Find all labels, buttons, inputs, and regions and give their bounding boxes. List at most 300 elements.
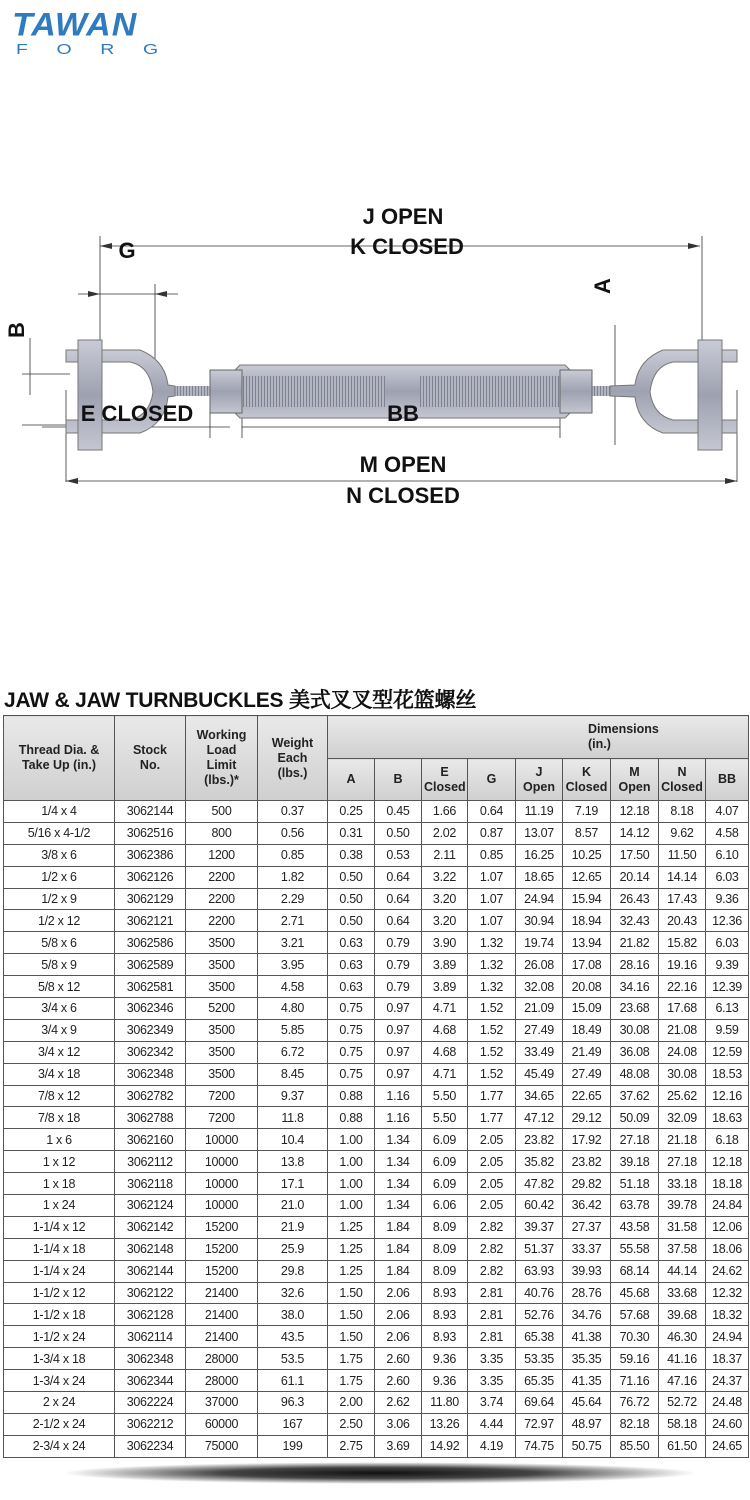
cell-n: 37.58 <box>659 1238 706 1260</box>
cell-a: 1.00 <box>328 1173 375 1195</box>
cell-k: 12.65 <box>563 866 611 888</box>
cell-b: 1.34 <box>375 1173 422 1195</box>
cell-thread: 2-1/2 x 24 <box>4 1413 115 1435</box>
cell-thread: 1-1/2 x 18 <box>4 1304 115 1326</box>
cell-bb: 12.36 <box>706 910 749 932</box>
cell-b: 0.97 <box>375 998 422 1020</box>
cell-weight: 2.29 <box>258 888 328 910</box>
cell-b: 1.84 <box>375 1238 422 1260</box>
cell-stock: 3062224 <box>115 1392 186 1414</box>
cell-bb: 9.59 <box>706 1019 749 1041</box>
cell-k: 17.08 <box>563 954 611 976</box>
cell-a: 0.75 <box>328 998 375 1020</box>
cell-n: 24.08 <box>659 1041 706 1063</box>
cell-a: 0.75 <box>328 1063 375 1085</box>
cell-bb: 24.94 <box>706 1326 749 1348</box>
cell-k: 39.93 <box>563 1260 611 1282</box>
cell-n: 27.18 <box>659 1151 706 1173</box>
cell-e: 6.09 <box>422 1173 468 1195</box>
cell-m: 70.30 <box>611 1326 659 1348</box>
cell-k: 35.35 <box>563 1348 611 1370</box>
cell-bb: 6.03 <box>706 866 749 888</box>
table-shadow <box>60 1462 700 1484</box>
cell-j: 35.82 <box>516 1151 563 1173</box>
header-e: E Closed <box>422 759 468 801</box>
cell-bb: 24.37 <box>706 1370 749 1392</box>
cell-thread: 3/4 x 6 <box>4 998 115 1020</box>
cell-j: 53.35 <box>516 1348 563 1370</box>
cell-e: 3.22 <box>422 866 468 888</box>
cell-g: 1.07 <box>468 888 516 910</box>
cell-a: 2.50 <box>328 1413 375 1435</box>
cell-wll: 2200 <box>186 888 258 910</box>
cell-stock: 3062349 <box>115 1019 186 1041</box>
cell-m: 21.82 <box>611 932 659 954</box>
cell-e: 8.09 <box>422 1216 468 1238</box>
cell-e: 3.89 <box>422 954 468 976</box>
cell-b: 0.64 <box>375 888 422 910</box>
cell-thread: 3/4 x 9 <box>4 1019 115 1041</box>
cell-k: 36.42 <box>563 1195 611 1217</box>
header-k: K Closed <box>563 759 611 801</box>
cell-e: 2.11 <box>422 844 468 866</box>
cell-n: 19.16 <box>659 954 706 976</box>
cell-a: 1.00 <box>328 1195 375 1217</box>
cell-wll: 800 <box>186 822 258 844</box>
cell-g: 2.82 <box>468 1260 516 1282</box>
cell-bb: 12.16 <box>706 1085 749 1107</box>
cell-b: 1.34 <box>375 1129 422 1151</box>
cell-g: 1.07 <box>468 866 516 888</box>
cell-wll: 3500 <box>186 1041 258 1063</box>
cell-wll: 15200 <box>186 1238 258 1260</box>
cell-k: 22.65 <box>563 1085 611 1107</box>
cell-g: 1.32 <box>468 976 516 998</box>
cell-k: 29.12 <box>563 1107 611 1129</box>
cell-a: 0.88 <box>328 1085 375 1107</box>
header-bb: BB <box>706 759 749 801</box>
table-row <box>4 932 749 954</box>
cell-n: 22.16 <box>659 976 706 998</box>
cell-e: 4.68 <box>422 1019 468 1041</box>
cell-g: 3.74 <box>468 1392 516 1414</box>
cell-g: 1.52 <box>468 1063 516 1085</box>
cell-e: 8.93 <box>422 1304 468 1326</box>
cell-b: 0.50 <box>375 822 422 844</box>
cell-weight: 96.3 <box>258 1392 328 1414</box>
cell-g: 2.05 <box>468 1173 516 1195</box>
cell-m: 48.08 <box>611 1063 659 1085</box>
table-row <box>4 801 749 823</box>
cell-bb: 24.60 <box>706 1413 749 1435</box>
cell-wll: 15200 <box>186 1216 258 1238</box>
cell-a: 1.75 <box>328 1370 375 1392</box>
cell-b: 1.84 <box>375 1216 422 1238</box>
cell-weight: 167 <box>258 1413 328 1435</box>
right-pin <box>698 340 722 450</box>
cell-bb: 6.18 <box>706 1129 749 1151</box>
cell-e: 4.68 <box>422 1041 468 1063</box>
cell-n: 32.09 <box>659 1107 706 1129</box>
cell-k: 21.49 <box>563 1041 611 1063</box>
cell-k: 8.57 <box>563 822 611 844</box>
cell-m: 59.16 <box>611 1348 659 1370</box>
cell-thread: 1 x 6 <box>4 1129 115 1151</box>
cell-b: 1.34 <box>375 1151 422 1173</box>
cell-wll: 15200 <box>186 1260 258 1282</box>
label-bb: BB <box>387 401 419 426</box>
cell-stock: 3062121 <box>115 910 186 932</box>
cell-weight: 25.9 <box>258 1238 328 1260</box>
brand-logo <box>12 6 187 58</box>
label-j-open: J OPEN <box>362 204 444 229</box>
cell-g: 1.77 <box>468 1085 516 1107</box>
cell-a: 0.75 <box>328 1019 375 1041</box>
cell-bb: 4.58 <box>706 822 749 844</box>
cell-g: 3.35 <box>468 1348 516 1370</box>
cell-weight: 32.6 <box>258 1282 328 1304</box>
cell-e: 9.36 <box>422 1348 468 1370</box>
cell-weight: 13.8 <box>258 1151 328 1173</box>
cell-stock: 3062342 <box>115 1041 186 1063</box>
cell-j: 27.49 <box>516 1019 563 1041</box>
cell-k: 10.25 <box>563 844 611 866</box>
cell-b: 3.69 <box>375 1435 422 1457</box>
cell-m: 71.16 <box>611 1370 659 1392</box>
cell-thread: 2 x 24 <box>4 1392 115 1414</box>
header-thread: Thread Dia. & Take Up (in.) <box>4 716 115 801</box>
cell-n: 33.68 <box>659 1282 706 1304</box>
cell-m: 57.68 <box>611 1304 659 1326</box>
cell-m: 39.18 <box>611 1151 659 1173</box>
cell-a: 1.50 <box>328 1282 375 1304</box>
cell-a: 0.31 <box>328 822 375 844</box>
cell-j: 18.65 <box>516 866 563 888</box>
cell-thread: 1-3/4 x 18 <box>4 1348 115 1370</box>
cell-n: 14.14 <box>659 866 706 888</box>
cell-bb: 24.65 <box>706 1435 749 1457</box>
cell-j: 19.74 <box>516 932 563 954</box>
cell-g: 1.52 <box>468 1019 516 1041</box>
cell-weight: 17.1 <box>258 1173 328 1195</box>
header-weight: Weight Each (lbs.) <box>258 716 328 801</box>
cell-stock: 3062589 <box>115 954 186 976</box>
cell-thread: 1-1/2 x 12 <box>4 1282 115 1304</box>
cell-m: 55.58 <box>611 1238 659 1260</box>
cell-wll: 7200 <box>186 1107 258 1129</box>
table-body <box>4 801 749 1458</box>
cell-thread: 1 x 12 <box>4 1151 115 1173</box>
cell-bb: 9.36 <box>706 888 749 910</box>
cell-j: 13.07 <box>516 822 563 844</box>
cell-e: 4.71 <box>422 998 468 1020</box>
cell-bb: 24.84 <box>706 1195 749 1217</box>
cell-a: 2.75 <box>328 1435 375 1457</box>
table-row <box>4 1238 749 1260</box>
cell-j: 24.94 <box>516 888 563 910</box>
cell-thread: 1-1/4 x 12 <box>4 1216 115 1238</box>
cell-b: 0.45 <box>375 801 422 823</box>
cell-stock: 3062122 <box>115 1282 186 1304</box>
cell-weight: 0.37 <box>258 801 328 823</box>
cell-e: 9.36 <box>422 1370 468 1392</box>
cell-e: 1.66 <box>422 801 468 823</box>
cell-bb: 12.59 <box>706 1041 749 1063</box>
cell-b: 2.06 <box>375 1326 422 1348</box>
cell-m: 20.14 <box>611 866 659 888</box>
header-a: A <box>328 759 375 801</box>
table-row <box>4 1085 749 1107</box>
cell-e: 8.09 <box>422 1238 468 1260</box>
cell-a: 0.63 <box>328 932 375 954</box>
cell-a: 1.25 <box>328 1216 375 1238</box>
cell-j: 60.42 <box>516 1195 563 1217</box>
cell-e: 3.20 <box>422 910 468 932</box>
cell-e: 5.50 <box>422 1085 468 1107</box>
cell-g: 4.19 <box>468 1435 516 1457</box>
cell-thread: 1-1/4 x 18 <box>4 1238 115 1260</box>
cell-k: 13.94 <box>563 932 611 954</box>
table-row <box>4 954 749 976</box>
cell-m: 37.62 <box>611 1085 659 1107</box>
cell-n: 52.72 <box>659 1392 706 1414</box>
cell-a: 1.50 <box>328 1304 375 1326</box>
cell-j: 69.64 <box>516 1392 563 1414</box>
cell-a: 1.25 <box>328 1260 375 1282</box>
cell-b: 0.64 <box>375 866 422 888</box>
cell-g: 1.52 <box>468 998 516 1020</box>
header-g: G <box>468 759 516 801</box>
cell-m: 68.14 <box>611 1260 659 1282</box>
hex-nut-right <box>560 370 592 413</box>
cell-j: 23.82 <box>516 1129 563 1151</box>
cell-j: 72.97 <box>516 1413 563 1435</box>
cell-wll: 75000 <box>186 1435 258 1457</box>
cell-a: 0.25 <box>328 801 375 823</box>
cell-g: 2.05 <box>468 1151 516 1173</box>
cell-k: 23.82 <box>563 1151 611 1173</box>
turnbuckle-diagram <box>0 190 750 520</box>
cell-bb: 18.63 <box>706 1107 749 1129</box>
cell-thread: 1-3/4 x 24 <box>4 1370 115 1392</box>
cell-stock: 3062124 <box>115 1195 186 1217</box>
cell-k: 34.76 <box>563 1304 611 1326</box>
table-row <box>4 1282 749 1304</box>
cell-j: 16.25 <box>516 844 563 866</box>
table-row <box>4 844 749 866</box>
header-m: M Open <box>611 759 659 801</box>
cell-weight: 10.4 <box>258 1129 328 1151</box>
cell-wll: 2200 <box>186 910 258 932</box>
cell-k: 15.09 <box>563 998 611 1020</box>
table-row <box>4 1151 749 1173</box>
table-row <box>4 1348 749 1370</box>
cell-k: 27.37 <box>563 1216 611 1238</box>
cell-bb: 12.18 <box>706 1151 749 1173</box>
cell-stock: 3062142 <box>115 1216 186 1238</box>
table-row <box>4 1216 749 1238</box>
cell-m: 26.43 <box>611 888 659 910</box>
cell-j: 51.37 <box>516 1238 563 1260</box>
label-m-open: M OPEN <box>359 452 447 477</box>
cell-k: 27.49 <box>563 1063 611 1085</box>
cell-stock: 3062118 <box>115 1173 186 1195</box>
cell-a: 0.38 <box>328 844 375 866</box>
table-row <box>4 822 749 844</box>
cell-g: 1.32 <box>468 932 516 954</box>
cell-wll: 10000 <box>186 1129 258 1151</box>
cell-bb: 18.37 <box>706 1348 749 1370</box>
cell-stock: 3062144 <box>115 1260 186 1282</box>
cell-m: 34.16 <box>611 976 659 998</box>
logo-text-bottom: FORG <box>16 41 187 58</box>
cell-thread: 1-1/4 x 24 <box>4 1260 115 1282</box>
cell-weight: 3.95 <box>258 954 328 976</box>
cell-bb: 18.18 <box>706 1173 749 1195</box>
cell-g: 2.82 <box>468 1216 516 1238</box>
cell-k: 41.38 <box>563 1326 611 1348</box>
cell-bb: 18.53 <box>706 1063 749 1085</box>
cell-bb: 24.48 <box>706 1392 749 1414</box>
cell-e: 11.80 <box>422 1392 468 1414</box>
cell-g: 1.77 <box>468 1107 516 1129</box>
header-j: J Open <box>516 759 563 801</box>
cell-weight: 43.5 <box>258 1326 328 1348</box>
cell-n: 41.16 <box>659 1348 706 1370</box>
cell-stock: 3062586 <box>115 932 186 954</box>
cell-a: 0.63 <box>328 976 375 998</box>
cell-b: 0.97 <box>375 1041 422 1063</box>
cell-m: 23.68 <box>611 998 659 1020</box>
table-row <box>4 1019 749 1041</box>
cell-k: 18.94 <box>563 910 611 932</box>
cell-stock: 3062128 <box>115 1304 186 1326</box>
cell-n: 61.50 <box>659 1435 706 1457</box>
cell-thread: 5/8 x 9 <box>4 954 115 976</box>
cell-j: 74.75 <box>516 1435 563 1457</box>
cell-e: 8.09 <box>422 1260 468 1282</box>
cell-weight: 8.45 <box>258 1063 328 1085</box>
cell-stock: 3062234 <box>115 1435 186 1457</box>
cell-wll: 28000 <box>186 1370 258 1392</box>
cell-weight: 5.85 <box>258 1019 328 1041</box>
cell-bb: 24.62 <box>706 1260 749 1282</box>
cell-thread: 1/2 x 9 <box>4 888 115 910</box>
cell-stock: 3062148 <box>115 1238 186 1260</box>
table-row <box>4 998 749 1020</box>
cell-wll: 3500 <box>186 1063 258 1085</box>
cell-k: 7.19 <box>563 801 611 823</box>
cell-stock: 3062114 <box>115 1326 186 1348</box>
cell-n: 31.58 <box>659 1216 706 1238</box>
cell-n: 39.68 <box>659 1304 706 1326</box>
cell-thread: 5/8 x 6 <box>4 932 115 954</box>
cell-thread: 1 x 18 <box>4 1173 115 1195</box>
cell-g: 2.81 <box>468 1304 516 1326</box>
cell-a: 0.50 <box>328 866 375 888</box>
cell-thread: 3/4 x 18 <box>4 1063 115 1085</box>
cell-weight: 3.21 <box>258 932 328 954</box>
header-stock: Stock No. <box>115 716 186 801</box>
cell-m: 82.18 <box>611 1413 659 1435</box>
cell-weight: 21.9 <box>258 1216 328 1238</box>
cell-j: 65.35 <box>516 1370 563 1392</box>
cell-stock: 3062348 <box>115 1348 186 1370</box>
cell-stock: 3062782 <box>115 1085 186 1107</box>
table-row <box>4 1107 749 1129</box>
cell-g: 3.35 <box>468 1370 516 1392</box>
cell-bb: 12.06 <box>706 1216 749 1238</box>
cell-b: 2.06 <box>375 1282 422 1304</box>
cell-stock: 3062112 <box>115 1151 186 1173</box>
cell-wll: 3500 <box>186 976 258 998</box>
cell-weight: 4.80 <box>258 998 328 1020</box>
cell-g: 1.32 <box>468 954 516 976</box>
cell-weight: 6.72 <box>258 1041 328 1063</box>
cell-b: 2.06 <box>375 1304 422 1326</box>
page-title: JAW & JAW TURNBUCKLES 美式叉叉型花篮螺丝 <box>4 689 477 712</box>
cell-b: 1.84 <box>375 1260 422 1282</box>
table-row <box>4 1435 749 1457</box>
cell-wll: 1200 <box>186 844 258 866</box>
cell-weight: 29.8 <box>258 1260 328 1282</box>
cell-g: 1.07 <box>468 910 516 932</box>
cell-g: 2.82 <box>468 1238 516 1260</box>
cell-b: 2.62 <box>375 1392 422 1414</box>
cell-m: 12.18 <box>611 801 659 823</box>
cell-j: 39.37 <box>516 1216 563 1238</box>
cell-k: 28.76 <box>563 1282 611 1304</box>
table-row <box>4 1041 749 1063</box>
cell-bb: 6.03 <box>706 932 749 954</box>
cell-e: 6.09 <box>422 1151 468 1173</box>
cell-weight: 1.82 <box>258 866 328 888</box>
cell-wll: 2200 <box>186 866 258 888</box>
specifications-table <box>3 715 749 1458</box>
cell-g: 0.64 <box>468 801 516 823</box>
cell-stock: 3062144 <box>115 801 186 823</box>
cell-stock: 3062160 <box>115 1129 186 1151</box>
table-row <box>4 1195 749 1217</box>
cell-j: 47.82 <box>516 1173 563 1195</box>
cell-thread: 3/4 x 12 <box>4 1041 115 1063</box>
cell-weight: 0.56 <box>258 822 328 844</box>
table-row <box>4 1413 749 1435</box>
cell-e: 5.50 <box>422 1107 468 1129</box>
cell-stock: 3062346 <box>115 998 186 1020</box>
cell-j: 63.93 <box>516 1260 563 1282</box>
cell-b: 2.60 <box>375 1370 422 1392</box>
table-row <box>4 1260 749 1282</box>
cell-wll: 500 <box>186 801 258 823</box>
cell-weight: 0.85 <box>258 844 328 866</box>
cell-j: 34.65 <box>516 1085 563 1107</box>
table-row <box>4 888 749 910</box>
cell-j: 11.19 <box>516 801 563 823</box>
label-e-closed: E CLOSED <box>80 401 194 426</box>
cell-thread: 1/4 x 4 <box>4 801 115 823</box>
cell-m: 51.18 <box>611 1173 659 1195</box>
cell-a: 1.75 <box>328 1348 375 1370</box>
cell-n: 47.16 <box>659 1370 706 1392</box>
cell-m: 17.50 <box>611 844 659 866</box>
cell-a: 1.00 <box>328 1151 375 1173</box>
cell-j: 21.09 <box>516 998 563 1020</box>
cell-n: 33.18 <box>659 1173 706 1195</box>
cell-m: 50.09 <box>611 1107 659 1129</box>
cell-e: 14.92 <box>422 1435 468 1457</box>
cell-b: 1.34 <box>375 1195 422 1217</box>
